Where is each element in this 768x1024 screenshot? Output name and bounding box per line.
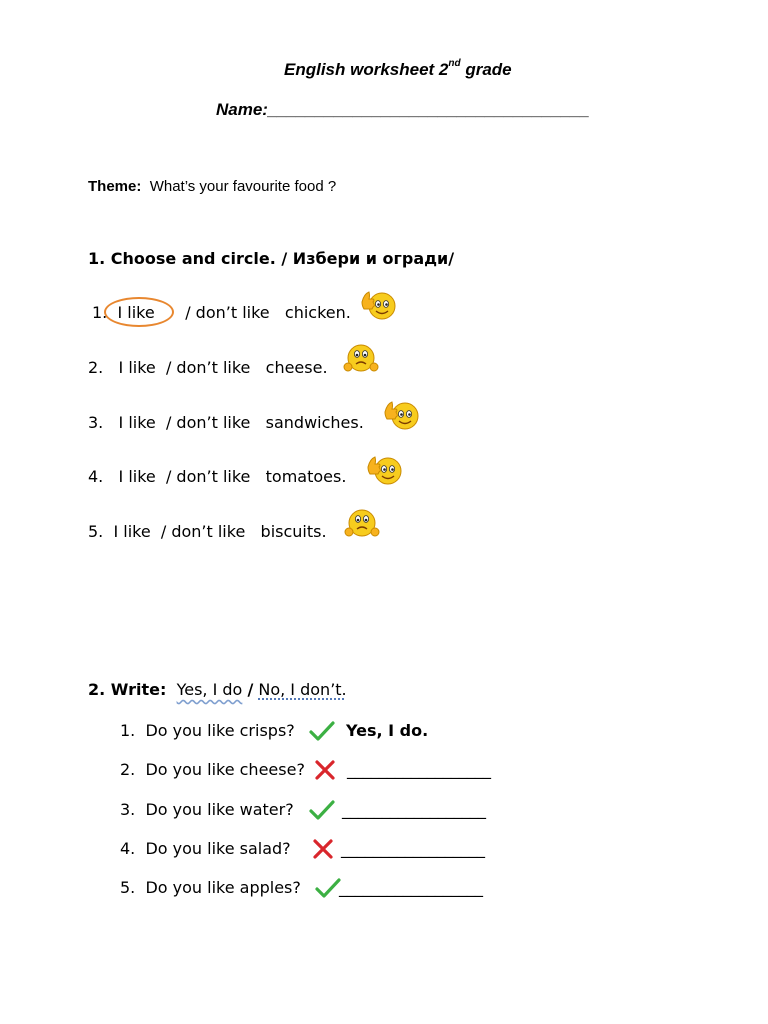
sad-emoji <box>342 342 380 374</box>
cross-icon <box>312 838 334 860</box>
answer-blank[interactable]: __________________ <box>341 839 485 858</box>
title-suffix: grade <box>460 60 512 79</box>
sad-emoji <box>343 507 381 539</box>
choice-dislike[interactable]: / don’t like <box>165 467 251 486</box>
section2-label: 2. Write: <box>88 680 167 699</box>
name-line[interactable]: Name:__________________________________ <box>216 100 590 119</box>
answer-blank[interactable]: __________________ <box>347 760 491 779</box>
choice-row <box>88 356 328 380</box>
question-number: 1. <box>120 721 136 740</box>
question-number: 2. <box>120 760 136 779</box>
choice-like[interactable]: I like <box>117 303 155 322</box>
answer-blank[interactable]: __________________ <box>342 800 486 819</box>
question-number: 3. <box>120 800 136 819</box>
question-text: Do you like cheese? <box>145 760 305 779</box>
choice-food: chicken. <box>284 303 351 322</box>
worksheet-title <box>284 60 512 80</box>
theme-text: What’s your favourite food ? <box>149 178 337 195</box>
question-text: Do you like salad? <box>145 839 291 858</box>
answer-text: Yes, I do. <box>346 721 429 740</box>
choice-like[interactable]: I like <box>118 413 156 432</box>
theme-label: Theme: <box>88 178 142 195</box>
choice-like[interactable]: I like <box>113 522 151 541</box>
check-icon <box>315 877 341 899</box>
section2-heading <box>88 680 347 699</box>
cross-icon <box>314 759 336 781</box>
choice-like[interactable]: I like <box>118 358 156 377</box>
choice-number: 5. <box>88 522 104 541</box>
check-icon <box>309 720 335 742</box>
choice-food: sandwiches. <box>265 413 364 432</box>
choice-dislike[interactable]: / don’t like <box>165 358 251 377</box>
choice-number: 1. <box>92 303 108 322</box>
title-text: English worksheet 2 <box>284 60 449 79</box>
choice-like[interactable]: I like <box>118 467 156 486</box>
check-icon <box>309 799 335 821</box>
thumbs-up-emoji <box>381 396 421 432</box>
choice-dislike[interactable]: / don’t like <box>165 413 251 432</box>
choice-food: tomatoes. <box>265 467 347 486</box>
question-row <box>120 837 291 861</box>
question-row <box>120 876 301 900</box>
choice-row <box>88 520 327 544</box>
choice-row <box>88 411 364 435</box>
choice-dislike[interactable]: / don’t like <box>160 522 246 541</box>
section1-heading: 1. Choose and circle. / Избери и огради/ <box>88 249 455 268</box>
choice-number: 3. <box>88 413 104 432</box>
choice-number: 4. <box>88 467 104 486</box>
question-text: Do you like water? <box>145 800 294 819</box>
no-option: No, I don’t. <box>258 680 347 699</box>
question-row <box>120 758 305 782</box>
thumbs-up-emoji <box>364 451 404 487</box>
question-text: Do you like apples? <box>145 878 301 897</box>
theme-line <box>88 178 336 195</box>
choice-food: cheese. <box>265 358 328 377</box>
choice-food: biscuits. <box>260 522 327 541</box>
title-superscript: nd <box>448 58 461 70</box>
question-row <box>120 798 294 822</box>
question-number: 4. <box>120 839 136 858</box>
choice-row <box>88 465 346 489</box>
question-row <box>120 719 295 743</box>
answer-blank[interactable]: __________________ <box>339 878 483 897</box>
choice-number: 2. <box>88 358 104 377</box>
option-separator: / <box>247 680 254 699</box>
choice-row <box>92 301 351 325</box>
yes-option: Yes, I do <box>176 680 243 699</box>
choice-dislike[interactable]: / don’t like <box>185 303 270 322</box>
question-text: Do you like crisps? <box>145 721 295 740</box>
thumbs-up-emoji <box>358 286 398 322</box>
question-number: 5. <box>120 878 136 897</box>
